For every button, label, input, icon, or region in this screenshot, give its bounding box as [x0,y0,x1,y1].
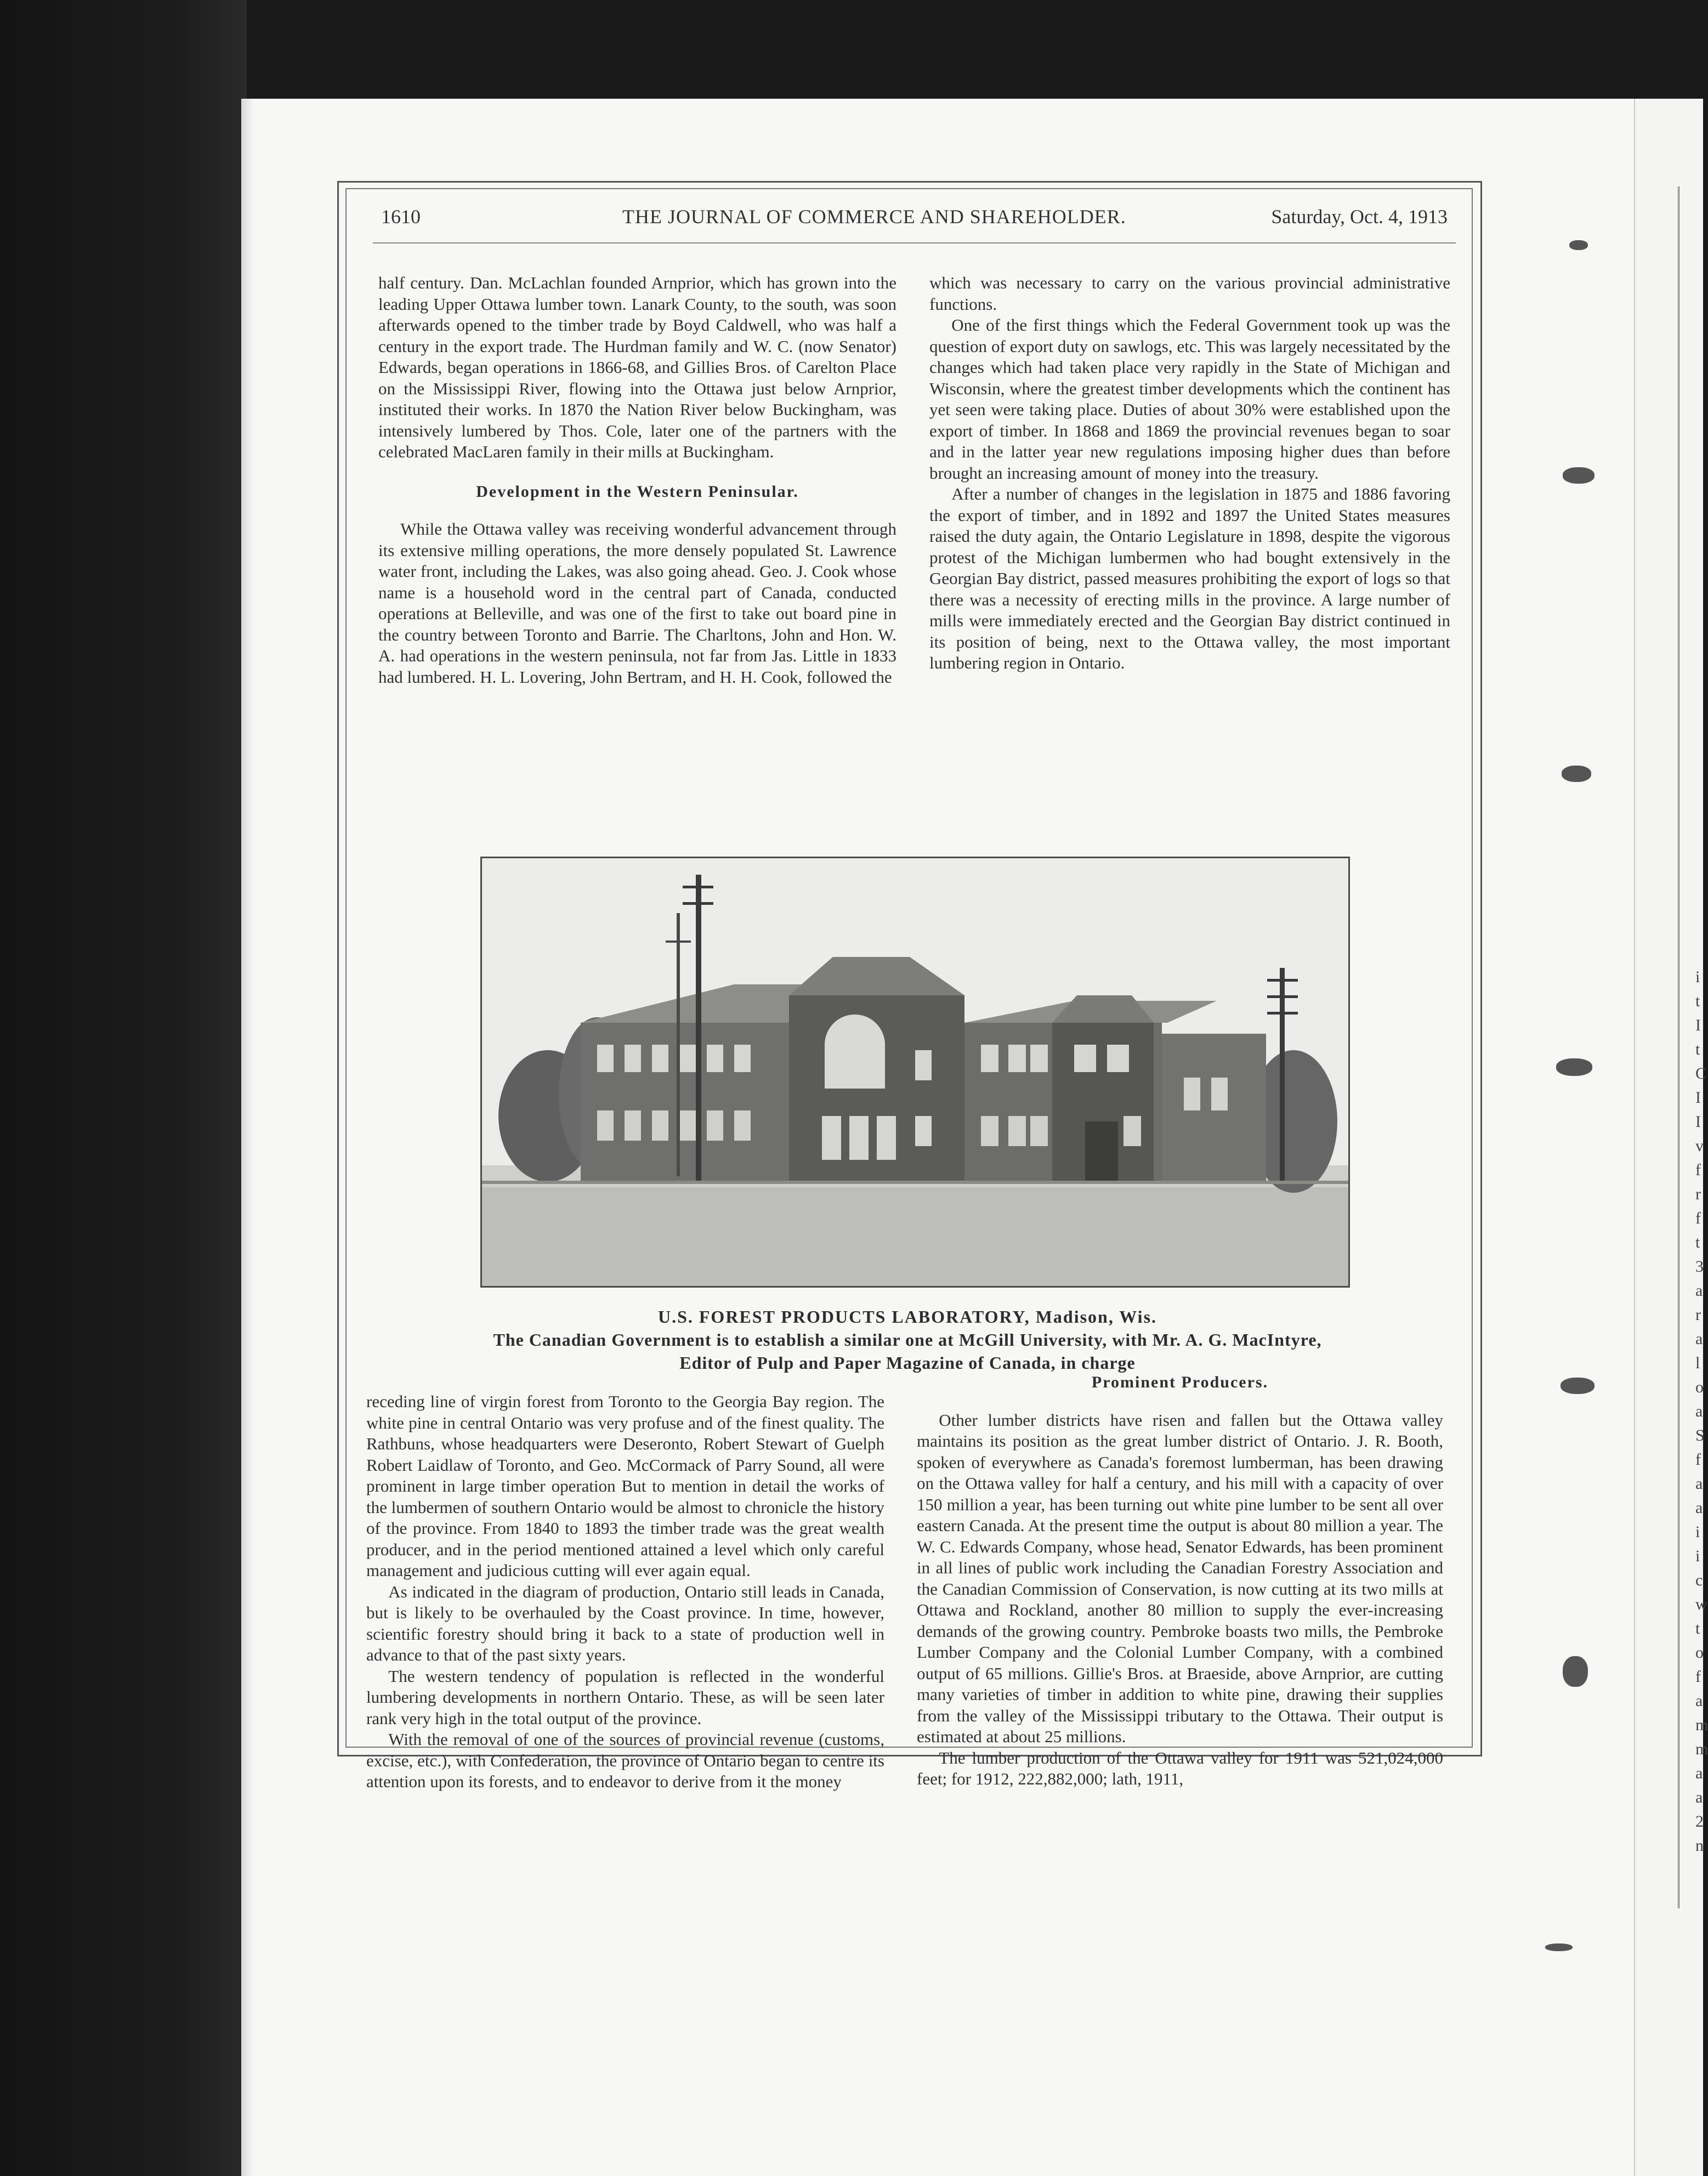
journal-title: THE JOURNAL OF COMMERCE AND SHAREHOLDER. [622,206,1126,228]
caption-line-1: U.S. FOREST PRODUCTS LABORATORY, Madison, Wis. [657,1307,1157,1327]
paragraph: While the Ottawa valley was receiving wonderful advancement through its extensive milling operations, the more densely populated St. Lawrence water front, including the Lakes, was also going ahead. Geo. J. Cook whose name is a household word in the central part of Canada, conducted operations at Belleville, and was one of the first to take out board pine in the country between Toronto and Barrie. The Charltons, John and Hon. W. A. had operations in the western peninsula, not far from Jas. Little in 1833 had lumbered. H. L. Lovering, John Bertram, and H. H. Cook, followed the [378,519,896,687]
binding-hole-2 [1563,467,1594,484]
binding-hole-6 [1563,1656,1588,1687]
binding-hole-7 [1545,1943,1573,1951]
photo-caption [340,1305,1475,1374]
binding-hole-1 [1569,240,1588,250]
binding-hole-4 [1556,1058,1592,1076]
running-header [381,205,1448,233]
scan-background-left [0,0,247,2176]
column-bottom-left [366,1391,884,1793]
paragraph: The lumber production of the Ottawa valley for 1911 was 521,024,000 feet; for 1912, 222,882,000; lath, 1911, [917,1748,1443,1788]
binding-hole-3 [1562,766,1591,782]
column-bottom-right [917,1372,1443,1790]
issue-date: Saturday, Oct. 4, 1913 [1271,206,1448,228]
paragraph: With the removal of one of the sources of provincial revenue (customs, excise, etc.), with Confederation, the province of Ontario began to centre its attention upon its forests, and to endeavor to derive from it the money [366,1730,884,1791]
paragraph: The western tendency of population is reflected in the wonderful lumbering developments in northern Ontario. These, as will be seen later rank very high in the total output of the province. [366,1666,884,1728]
header-rule [373,242,1456,243]
section-heading: Development in the Western Peninsular. [476,482,799,501]
paragraph: After a number of changes in the legislation in 1875 and 1886 favoring the export of timber, and in 1892 and 1897 the United States measures raised the duty again, the Ontario Legislature in 1898, despite the vigorous protest of the Michigan lumbermen who had bought extensively in the Georgian Bay district, passed measures prohibiting the export of logs so that there was a necessity of erecting mills in the province. A large number of mills were immediately erected and the Georgian Bay district continued in its position of being, next to the Ottawa valley, the most important lumbering region in Ontario. [929,484,1450,672]
forest-products-laboratory-photo [480,857,1350,1288]
paragraph: As indicated in the diagram of production, Ontario still leads in Canada, but is likely to be overhauled by the Coast province. In time, however, scientific forestry should bring it back to a state of production well in advance to that of the past sixty years. [366,1582,884,1664]
paragraph: One of the first things which the Federal Government took up was the question of export duty on sawlogs, etc. This was largely necessitated by the changes which had taken place very rapidly in the State of Michigan and Wisconsin, where the greatest timber developments which the continent has yet seen were taking place. Duties of about 30% were established upon the export of timber. In 1868 and 1869 the provincial revenues began to soar and in the latter year new regulations imposing higher dues than before brought an increasing amount of money into the treasury. [929,315,1450,483]
paragraph: Other lumber districts have risen and fallen but the Ottawa valley maintains its position as the great lumber district of Ontario. J. R. Booth, spoken of everywhere as Canada's foremost lumberman, has been drawing on the Ottawa valley for half a century, and his mill with a capacity of over 150 million a year, has been turning out white pine lumber to be sent all over eastern Canada. At the present time the output is about 80 million a year. The W. C. Edwards Company, whose head, Senator Edwards, has been prominent in all lines of public work including the Canadian Forestry Association and the Canadian Commission of Conservation, is now cutting at its two mills at Ottawa and Rockland, another 80 million to supply the ever-increasing demands of the growing country. Pembroke boasts two mills, the Pembroke Lumber Company and the Colonial Lumber Company, with a combined output of 65 millions. Gillie's Bros. at Braeside, above Arnprior, are cutting many varieties of timber in addition to white pine, drawing their supplies from the valley of the Mississippi tributary to the Ottawa. Their output is estimated at about 25 millions. [917,1410,1443,1746]
page-edge-shadow [241,99,253,2176]
paragraph: which was necessary to carry on the various provincial administrative functions. [929,273,1450,314]
column-top-left [378,273,896,688]
paragraph: half century. Dan. McLachlan founded Arnprior, which has grown into the leading Upper Ottawa lumber town. Lanark County, to the south, was soon afterwards opened to the timber trade by Boyd Caldwell, who was half a century in the export trade. The Hurdman family and W. C. (now Senator) Edwards, began operations in 1866-68, and Gillies Bros. of Carelton Place on the Mississippi River, flowing into the Ottawa just below Arnprior, instituted their works. In 1870 the Nation River below Buckingham, was intensively lumbered by Thos. Cole, later one of the partners with the celebrated MacLaren family in their mills at Buckingham. [378,273,896,461]
binding-hole-5 [1561,1378,1594,1394]
caption-line-2: The Canadian Government is to establish a similar one at McGill University, with Mr. A. G. MacIntyre, [493,1330,1322,1350]
column-top-right [929,273,1450,674]
section-heading: Prominent Producers. [1091,1373,1269,1391]
caption-line-3: Editor of Pulp and Paper Magazine of Canada, in charge [679,1353,1136,1373]
page-number: 1610 [381,206,421,228]
adjacent-page-letters: i t I t C I I v f r f t 3 a r a l o a S f a a i i c w t o f a m m a a 2 n [1695,968,1708,1855]
paragraph: receding line of virgin forest from Toronto to the Georgia Bay region. The white pine in central Ontario was very profuse and of the finest quality. The Rathbuns, whose headquarters were Deseronto, Robert Stewart of Guelph Robert Laidlaw of Toronto, and Geo. McCormack of Parry Sound, all were prominent in large timber operation But to mention in detail the works of the lumbermen of southern Ontario would be almost to chronicle the history of the province. From 1840 to 1893 the timber trade was the great wealth producer, and in the period mentioned attained a level which only careful management and judicious cutting will ever again equal. [366,1392,884,1580]
